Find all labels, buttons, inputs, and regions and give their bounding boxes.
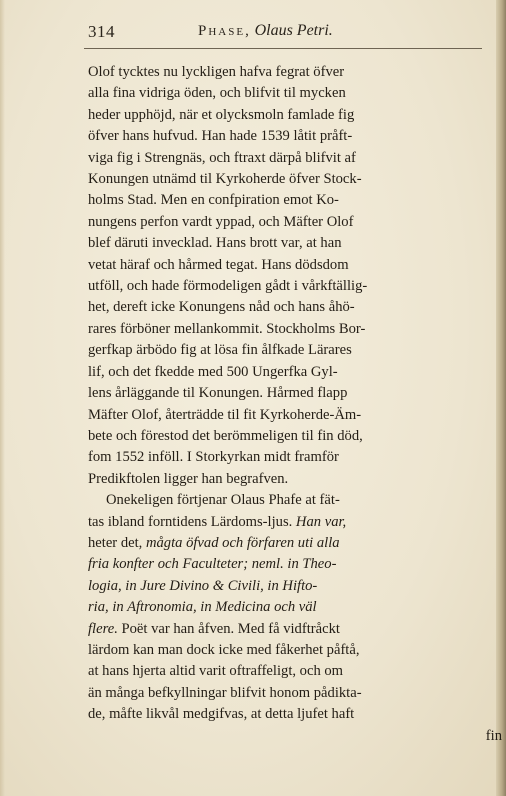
text-line-roman: blef däruti invecklad. Hans brott var, at han [88, 235, 342, 252]
running-head [198, 22, 333, 40]
text-line [88, 255, 502, 276]
text-line-roman: lens årläggande til Konungen. Hårmed flapp [88, 385, 348, 402]
text-line [88, 576, 502, 597]
text-line-roman: Onekeligen förtjenar Olaus Phafe at fät- [106, 492, 340, 509]
text-line [88, 169, 502, 190]
text-line [88, 126, 502, 147]
text-line [88, 276, 502, 297]
text-line-roman: Predikftolen ligger han begrafven. [88, 470, 289, 487]
text-line-roman: alla fina vidriga öden, och blifvit til mycken [88, 85, 346, 102]
text-line-italic: Han var, [292, 513, 347, 530]
running-head-italic: Olaus Petri. [254, 22, 333, 39]
text-line-roman: lärdom kan man dock icke med fåkerhet påftå, [88, 641, 360, 658]
catchword: fin [485, 727, 502, 744]
text-line [88, 661, 502, 682]
text-line [88, 640, 502, 661]
text-line [88, 297, 502, 318]
text-line [88, 148, 502, 169]
text-line-roman: vetat häraf och hårmed tegat. Hans dödsdom [88, 256, 349, 273]
text-line [88, 554, 502, 575]
page-number: 314 [88, 22, 115, 41]
text-line [88, 362, 502, 383]
text-line [88, 83, 502, 104]
text-line [88, 426, 502, 447]
text-line-italic: flere. [88, 620, 118, 637]
text-line [88, 490, 502, 511]
text-line-roman: bete och förestod det berömmeligen til fin död, [88, 427, 363, 444]
text-line-roman: holms Stad. Men en confpiration emot Ko- [88, 192, 339, 209]
text-line-roman: öfver hans hufvud. Han hade 1539 låtit pråft- [88, 128, 353, 145]
text-line-roman: rares förböner mellankommit. Stockholms Bor- [88, 320, 366, 337]
text-line [88, 683, 502, 704]
text-line [88, 405, 502, 426]
text-line [88, 469, 502, 490]
text-line-italic: fria konfter och Faculteter; neml. in Theo- [88, 556, 337, 573]
text-line [88, 212, 502, 233]
text-line-roman: het, dereft icke Konungens nåd och hans åhö- [88, 299, 355, 316]
text-line-italic: logia, in Jure Divino & Civili, in Hifto- [88, 577, 318, 594]
text-line-roman: at hans hjerta altid varit oftraffeligt, och om [88, 663, 344, 680]
text-line-italic: mågta öfvad och förfaren uti alla [142, 534, 340, 551]
page-header [88, 20, 468, 46]
text-line-roman: lif, och det fkedde med 500 Ungerfka Gyl- [88, 363, 338, 380]
text-line-italic: ria, in Aftronomia, in Medicina och väl [88, 599, 317, 616]
text-line-roman: fom 1552 inföll. I Storkyrkan midt framför [88, 449, 339, 466]
text-line [88, 233, 502, 254]
text-line [88, 533, 502, 554]
body-text [88, 62, 502, 747]
text-line [88, 105, 502, 126]
text-line [88, 597, 502, 618]
text-line-roman: Mäfter Olof, återträdde til fit Kyrkoherde-Äm- [88, 406, 362, 423]
text-line [88, 447, 502, 468]
text-line-roman: tas ibland forntidens Lärdoms-ljus. [88, 513, 293, 530]
text-line-roman: Konungen utnämd til Kyrkoherde öfver Stock- [88, 171, 362, 188]
header-rule [84, 48, 482, 49]
text-line [88, 619, 502, 640]
text-line-roman: Olof tycktes nu lyckligen hafva fegrat öfver [88, 64, 345, 80]
text-line-roman: viga fig i Strengnäs, och ftraxt därpå blifvit af [88, 149, 356, 166]
text-line [88, 62, 502, 83]
text-line [88, 383, 502, 404]
text-line [88, 512, 502, 533]
text-line-roman: heter det, [88, 534, 143, 551]
text-line-roman: nungens perfon vardt yppad, och Mäfter Olof [88, 213, 354, 230]
text-line [88, 319, 502, 340]
running-head-name: Phase, [198, 23, 251, 39]
text-line-roman: de, måfte likvål medgifvas, at detta ljufet haft [88, 706, 355, 723]
text-line-roman: än många befkyllningar blifvit honom pådikta- [88, 684, 362, 701]
text-line [88, 704, 502, 725]
text-line-roman: heder upphöjd, när et olycksmoln famlade fig [88, 106, 355, 123]
page-gutter-shadow [0, 0, 5, 796]
text-line-roman-tail: Poët var han åfven. Med få vidftråckt [117, 620, 340, 637]
text-line [88, 340, 502, 361]
text-line-roman: utföll, och hade förmodeligen gådt i vårkftällig- [88, 278, 368, 295]
text-line-roman: gerfkap ärbödo fig at lösa fin ålfkade Lärares [88, 342, 352, 359]
text-line [88, 190, 502, 211]
